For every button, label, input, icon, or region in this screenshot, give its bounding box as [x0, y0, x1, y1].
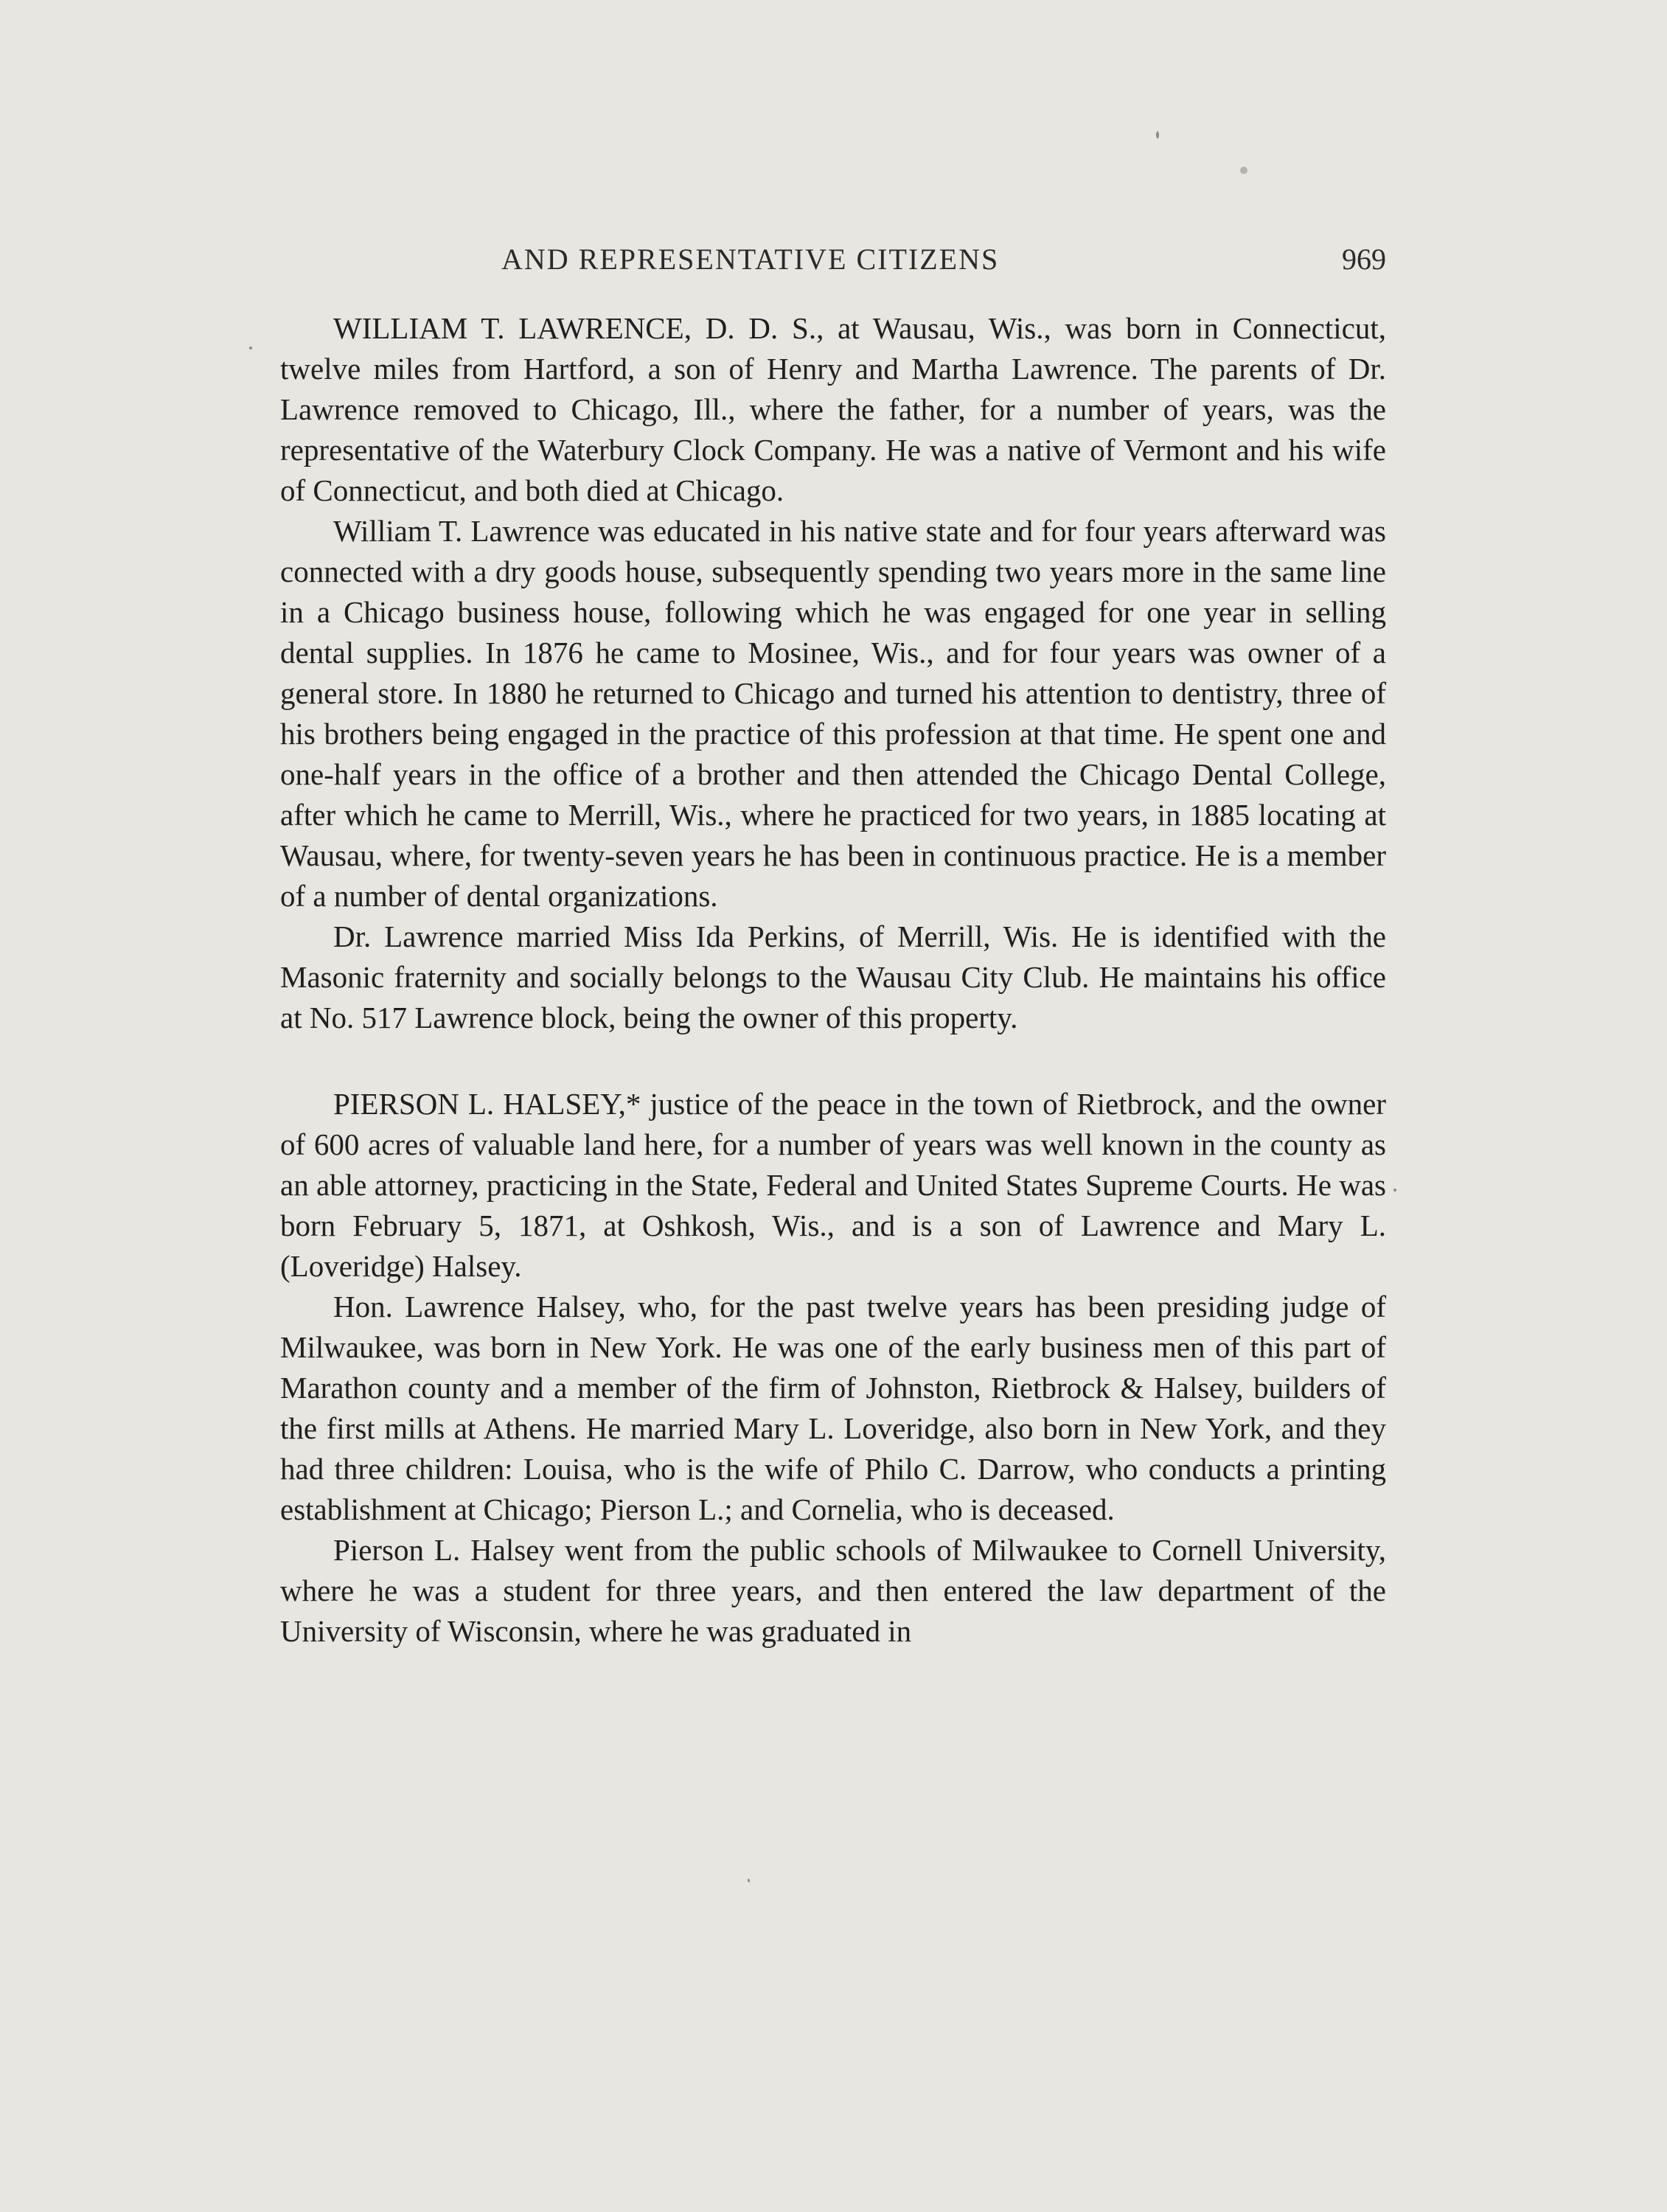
paragraph-lawrence-intro: WILLIAM T. LAWRENCE, D. D. S., at Wausau, Wis., was born in Connecticut, twelve miles from Hartford, a son of Henry and Martha Lawrence. The parents of Dr. Lawrence removed to Chicago, Ill., where the father, for a number of years, was the representative of the Waterbury Clock Company. He was a native of Vermont and his wife of Connecticut, and both died at Chicago. [280, 311, 1386, 507]
paper-speck [1393, 1189, 1396, 1192]
running-head-title: AND REPRESENTATIVE CITIZENS [501, 243, 1000, 276]
paper-speck [249, 347, 252, 349]
paper-speck [1156, 131, 1159, 139]
paragraph-lawrence-career: William T. Lawrence was educated in his native state and for four years afterward was connected with a dry goods house, subsequently spending two years more in the same line in a Chicago business house, following which he was engaged for one year in selling dental supplies. In 1876 he came to Mosinee, Wis., and for four years was owner of a general store. In 1880 he returned to Chicago and turned his attention to dentistry, three of his brothers being engaged in the practice of this profession at that time. He spent one and one-half years in the office of a brother and then attended the Chicago Dental College, after which he came to Merrill, Wis., where he practiced for two years, in 1885 locating at Wausau, where, for twenty-seven years he has been in continuous practice. He is a member of a number of dental organizations. [280, 514, 1386, 913]
running-head [280, 242, 1386, 286]
paragraph-halsey-father: Hon. Lawrence Halsey, who, for the past twelve years has been presiding judge of Milwaukee, was born in New York. He was one of the early business men of this part of Marathon county and a member of the firm of Johnston, Rietbrock & Halsey, builders of the first mills at Athens. He married Mary L. Loveridge, also born in New York, and they had three children: Louisa, who is the wife of Philo C. Darrow, who conducts a printing establishment at Chicago; Pierson L.; and Cornelia, who is deceased. [280, 1290, 1386, 1526]
paragraph-halsey-education: Pierson L. Halsey went from the public schools of Milwaukee to Cornell University, where he was a student for three years, and then entered the law department of the University of Wisconsin, where he was graduated in [280, 1533, 1386, 1648]
paper-speck [748, 1879, 750, 1882]
paper-speck [1240, 167, 1247, 174]
paragraph-halsey-intro: PIERSON L. HALSEY,* justice of the peace in the town of Rietbrock, and the owner of 600 acres of valuable land here, for a number of years was well known in the county as an able attorney, practicing in the State, Federal and United States Supreme Courts. He was born February 5, 1871, at Oshkosh, Wis., and is a son of Lawrence and Mary L. (Loveridge) Halsey. [280, 1087, 1386, 1283]
paragraph-lawrence-marriage: Dr. Lawrence married Miss Ida Perkins, of Merrill, Wis. He is identified with the Masonic fraternity and socially belongs to the Wausau City Club. He maintains his office at No. 517 Lawrence block, being the owner of this property. [280, 919, 1386, 1034]
page-number: 969 [1342, 243, 1386, 276]
body-text [280, 308, 1386, 1652]
